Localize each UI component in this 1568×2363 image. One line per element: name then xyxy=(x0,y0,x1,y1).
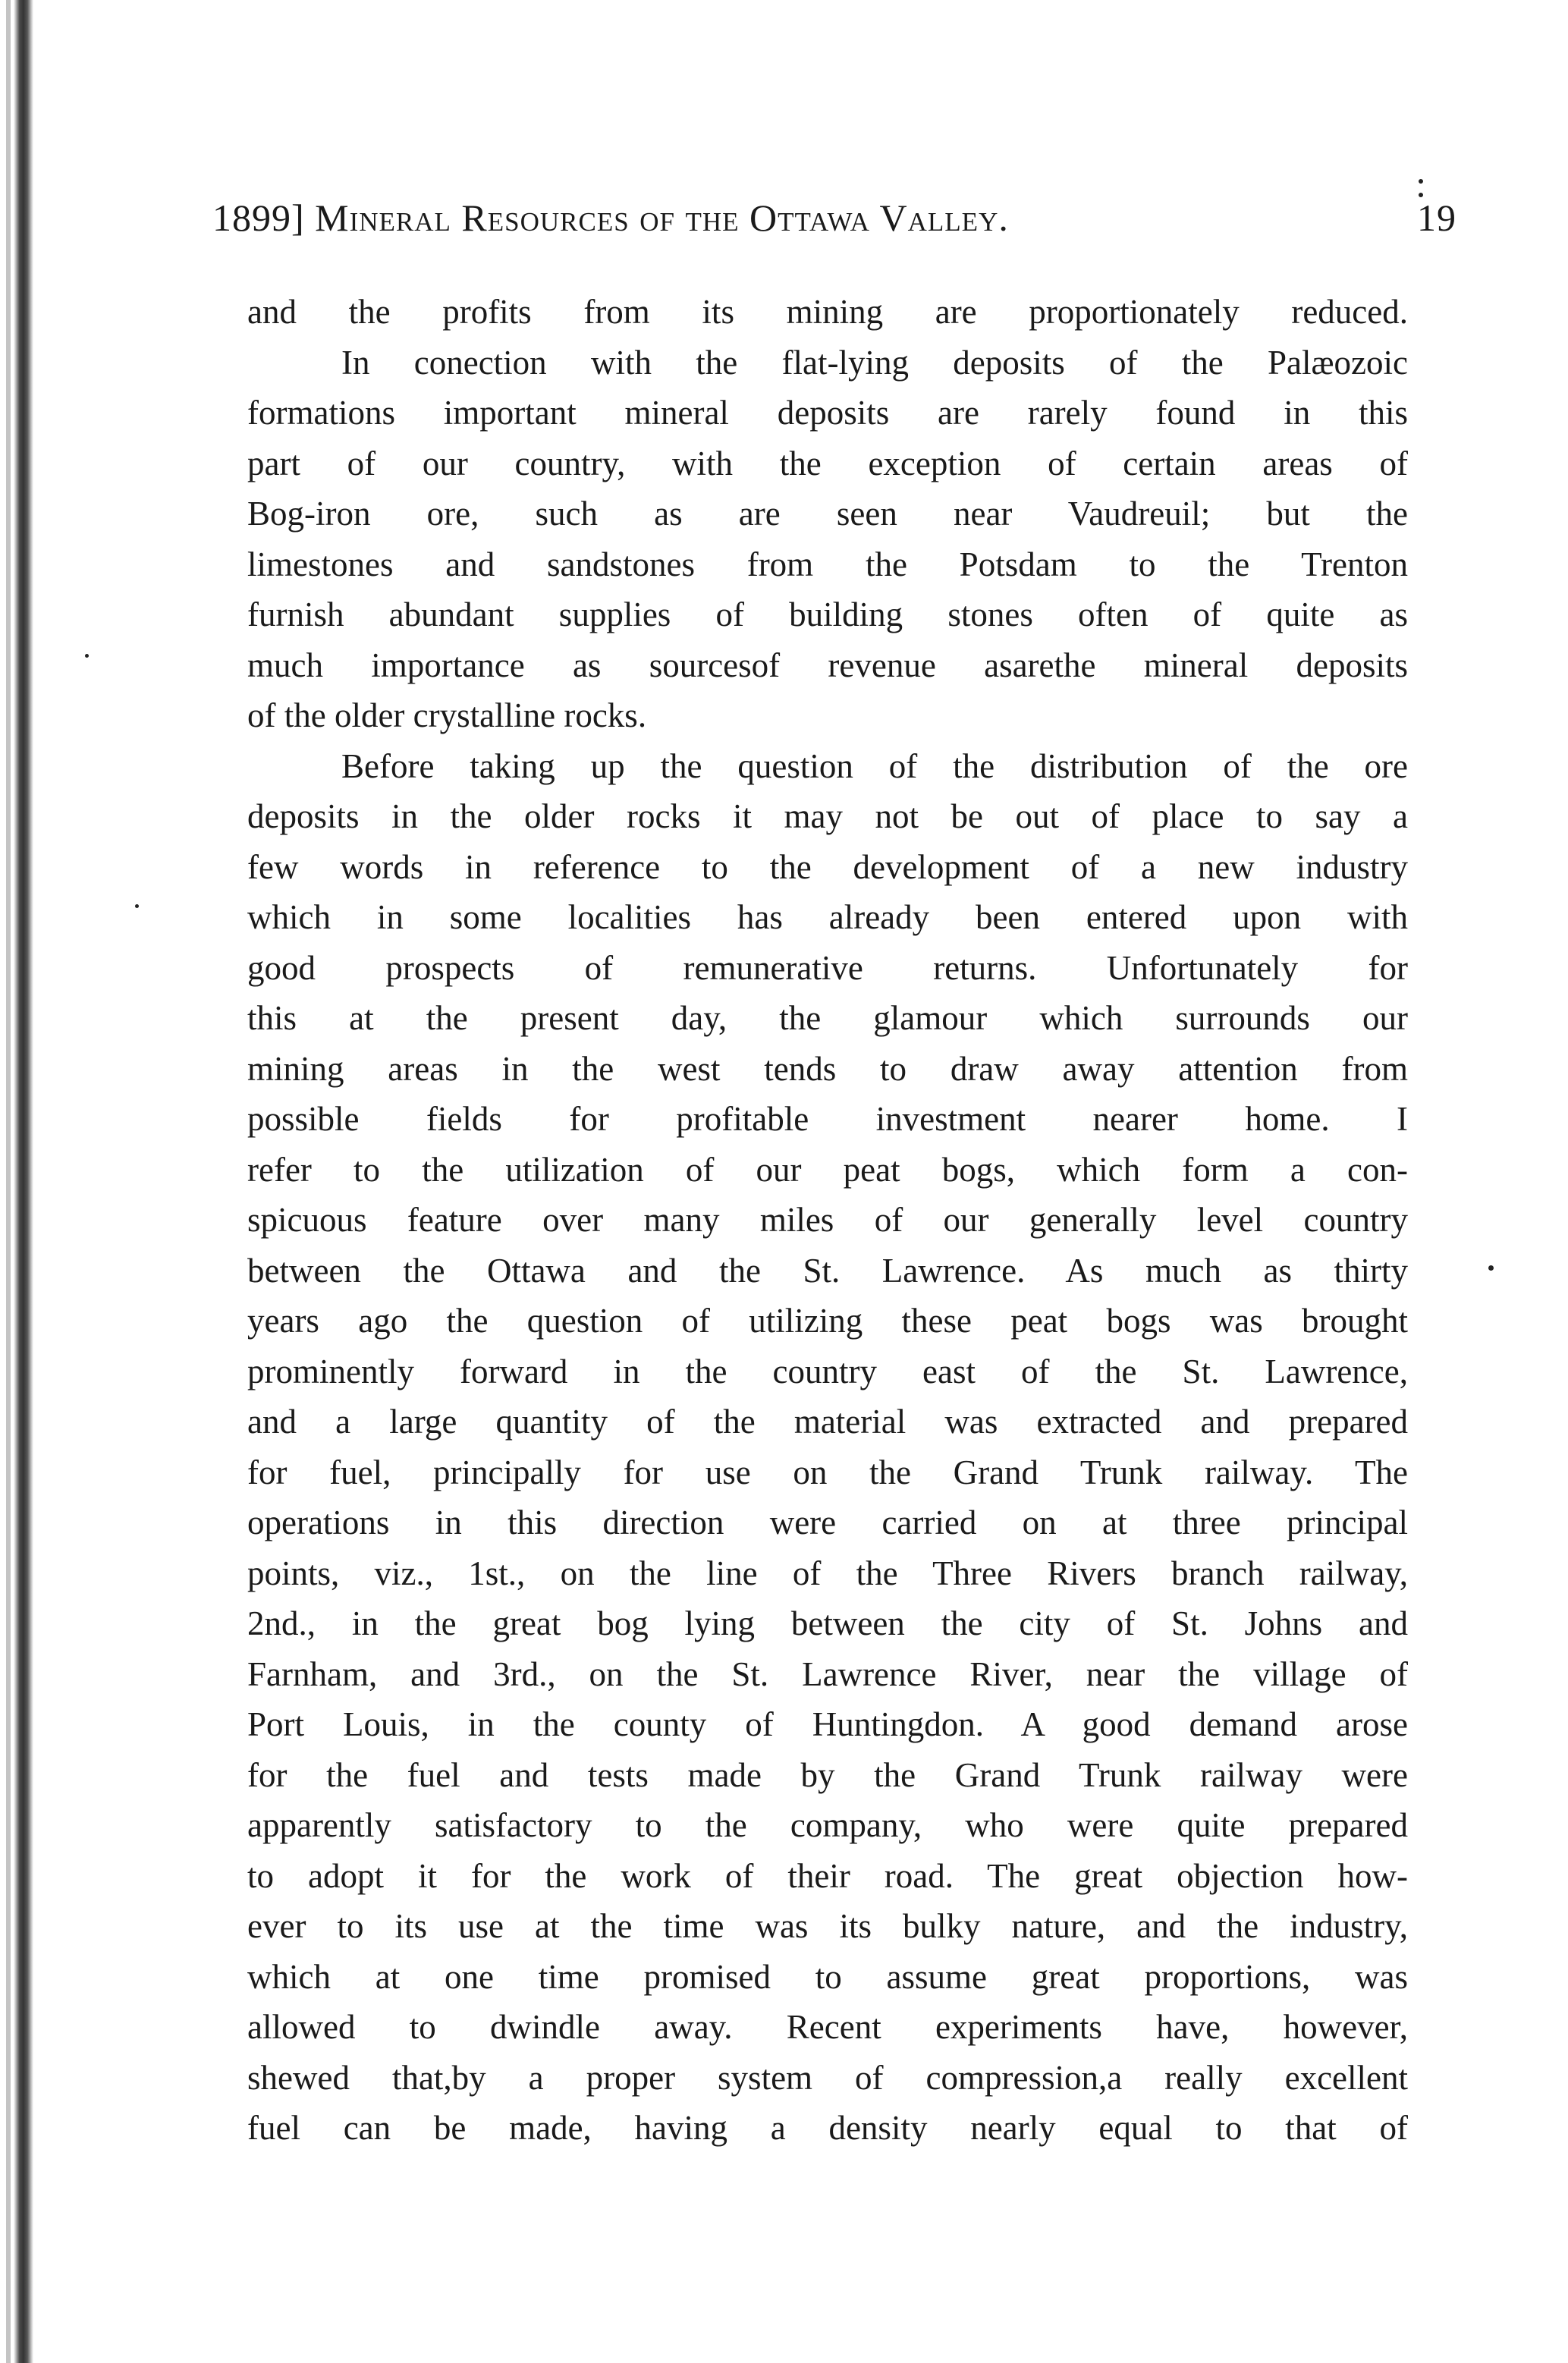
text-line: which at one time promised to assume great proportions, was xyxy=(247,1957,1408,1996)
text-line: for fuel, principally for use on the Grand Trunk railway. The xyxy=(247,1453,1408,1491)
scan-speck xyxy=(1419,179,1423,184)
text-line: allowed to dwindle away. Recent experiments have, however, xyxy=(247,2008,1408,2046)
text-line: Farnham, and 3rd., on the St. Lawrence River, near the village of xyxy=(247,1654,1408,1693)
scan-speck xyxy=(85,654,89,658)
text-line: fuel can be made, having a density nearly equal to that of xyxy=(247,2109,1408,2147)
text-line: much importance as sourcesof revenue asarethe mineral deposits xyxy=(247,646,1408,684)
text-line: and the profits from its mining are proportionately reduced. xyxy=(247,293,1408,331)
text-line: limestones and sandstones from the Potsdam to the Trenton xyxy=(247,545,1408,583)
body-text xyxy=(247,287,1408,2154)
text-line: spicuous feature over many miles of our generally level country xyxy=(247,1201,1408,1239)
running-head xyxy=(212,196,1456,256)
binding-edge xyxy=(14,0,33,2363)
text-line: which in some localities has already been entered upon with xyxy=(247,898,1408,936)
text-line: shewed that,by a proper system of compression,a really excellent xyxy=(247,2058,1408,2097)
text-line: and a large quantity of the material was extracted and prepared xyxy=(247,1403,1408,1441)
text-line: of the older crystalline rocks. xyxy=(247,696,647,734)
text-line: possible fields for profitable investment nearer home. I xyxy=(247,1100,1408,1138)
text-line: apparently satisfactory to the company, who were quite prepared xyxy=(247,1806,1408,1844)
text-line: prominently forward in the country east of the St. Lawrence, xyxy=(247,1352,1408,1390)
text-line: Port Louis, in the county of Huntingdon. A good demand arose xyxy=(247,1705,1408,1743)
running-head-title: 1899] Mineral Resources of the Ottawa Valley. xyxy=(212,196,1009,239)
text-line: formations important mineral deposits are rarely found in this xyxy=(247,394,1408,432)
scan-speck xyxy=(1488,1265,1494,1271)
text-line: In conection with the flat-lying deposits of the Palæozoic xyxy=(341,343,1408,382)
text-line: part of our country, with the exception of certain areas of xyxy=(247,444,1408,482)
text-line: few words in reference to the development of a new industry xyxy=(247,847,1408,886)
text-line: 2nd., in the great bog lying between the city of St. Johns and xyxy=(247,1604,1408,1642)
text-line: between the Ottawa and the St. Lawrence. As much as thirty xyxy=(247,1251,1408,1290)
text-line: years ago the question of utilizing these peat bogs was brought xyxy=(247,1302,1408,1340)
text-line: good prospects of remunerative returns. Unfortunately for xyxy=(247,948,1408,987)
text-line: mining areas in the west tends to draw away attention from xyxy=(247,1049,1408,1088)
text-line: ever to its use at the time was its bulky nature, and the industry, xyxy=(247,1907,1408,1945)
text-line: points, viz., 1st., on the line of the Three Rivers branch railway, xyxy=(247,1554,1408,1592)
text-line: refer to the utilization of our peat bogs, which form a con- xyxy=(247,1150,1408,1189)
text-line: Before taking up the question of the distribution of the ore xyxy=(341,746,1408,785)
binding-shadow xyxy=(6,0,11,2363)
page-number: 19 xyxy=(1417,196,1456,239)
text-line: to adopt it for the work of their road. The great objection how- xyxy=(247,1856,1408,1895)
text-line: furnish abundant supplies of building stones often of quite as xyxy=(247,595,1408,633)
text-line: for the fuel and tests made by the Grand Trunk railway were xyxy=(247,1755,1408,1794)
scan-speck xyxy=(135,904,139,908)
text-line: deposits in the older rocks it may not be out of place to say a xyxy=(247,797,1408,835)
text-line: Bog-iron ore, such as are seen near Vaudreuil; but the xyxy=(247,495,1408,533)
text-line: this at the present day, the glamour which surrounds our xyxy=(247,999,1408,1037)
text-line: operations in this direction were carried on at three principal xyxy=(247,1504,1408,1541)
